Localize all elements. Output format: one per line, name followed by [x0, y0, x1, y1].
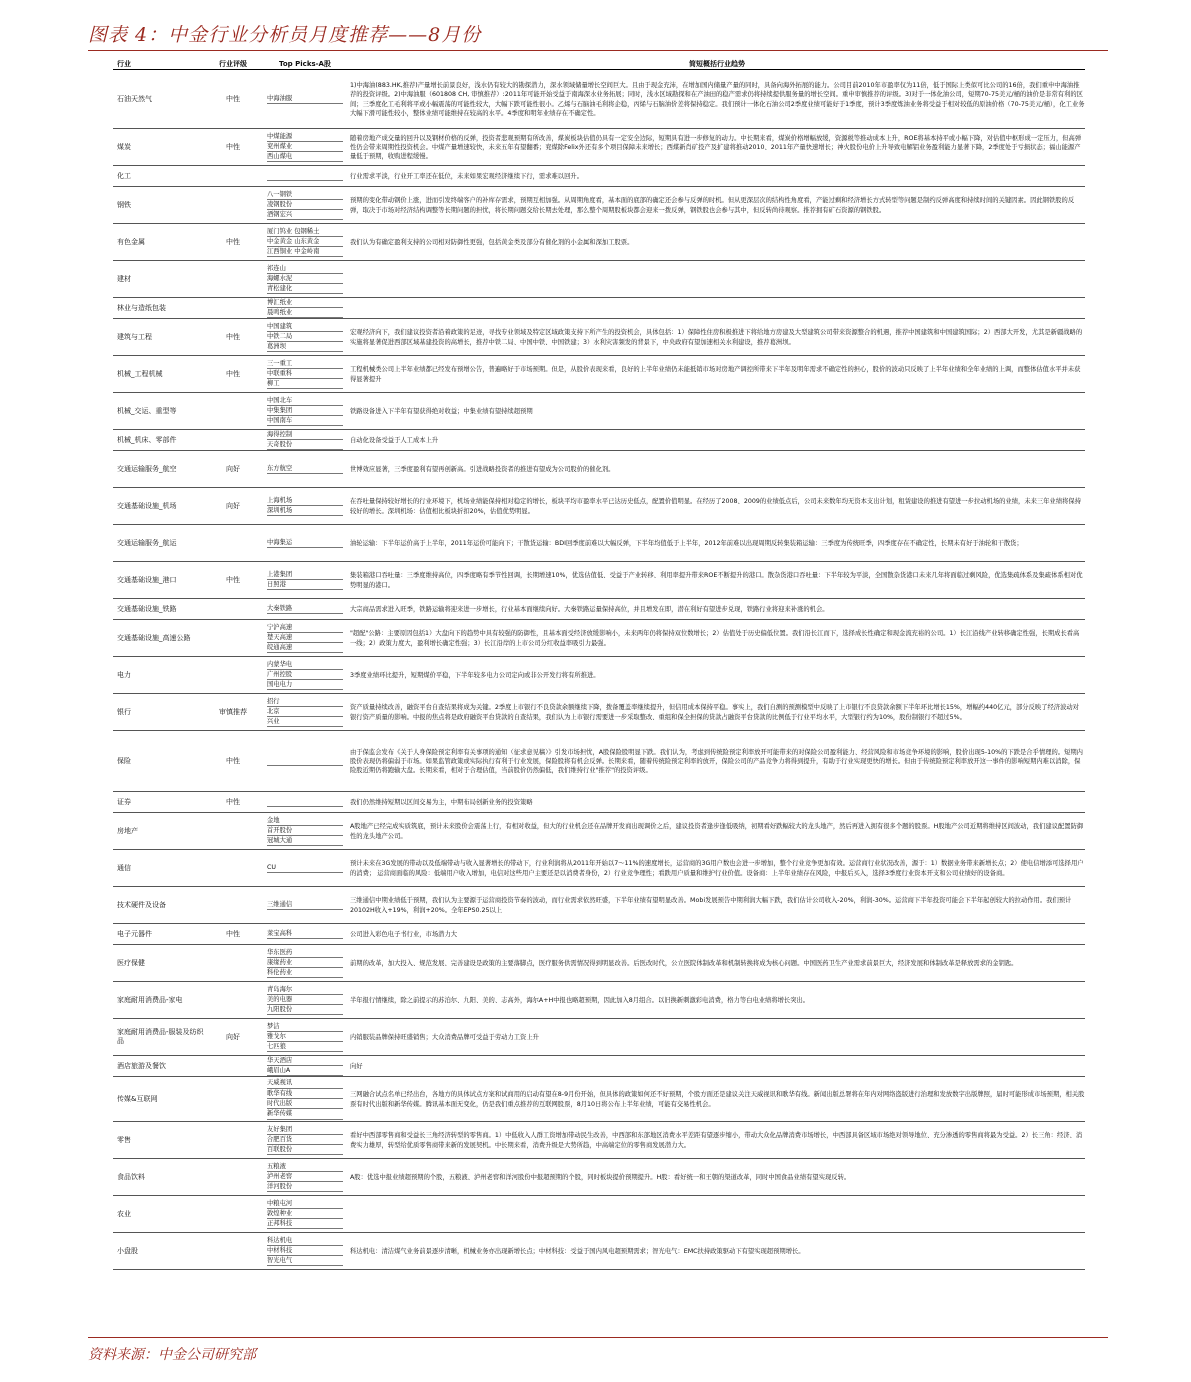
industry-cell: 传媒&互联网 — [117, 1094, 158, 1103]
table-row — [113, 70, 1085, 129]
trend-text: 科达机电：清洁煤气业务前景逐步清晰，机械业务亦出现新增长点；中材科技：受益于国内风电超预期需求；智光电气：EMC扶持政策驱动下有望实现超预期增长。 — [350, 1247, 805, 1255]
industry-cell: 交通基础设施_港口 — [117, 575, 177, 584]
stock-pick: 时代出版 — [267, 1099, 343, 1109]
stock-pick: 九阳股份 — [267, 1005, 343, 1015]
trend-text: 预计未来在3G发展的带动以及低端带动与收入显著增长的带动下，行业利润将从2011年开始以7～11%的速度增长，运营商的3G用户数也会进一步增加，整个行业竞争更加有效。运营商行业状况改善，源于：1）数据业务带来新增长点；2）使电信增添可选择用户的消费； 运营商面临的风险：低端用户收入增加，电信对这些用户主要还是以消费者身份，2）行业竞争理性；看跌用户质量和维护行业价值。设备商：上半年业绩存在风险，中报后买入，选择3季度行业资本开支和公司业绩好的设备商。 — [350, 860, 1084, 877]
picks-cell — [261, 70, 349, 128]
picks-cell — [261, 488, 349, 524]
picks-cell — [261, 187, 349, 223]
rating-cell: 审慎推荐 — [219, 708, 247, 716]
trend-text: 1)中海油(883.HK,推荐)产量增长前景良好，浅水仍有较大的勘探潜力，深水领域储量增长空间巨大。且由于现金充沛，在增加国内储量产量的同时，具备向海外拓展的能力。公司目前2010年市盈率仅为11倍，低于国际上类似可比公司的16倍，我们重申中海油推荐的投资评级。2)中海油服（601808 CH, 审慎推荐）:2011年可能开始受益于南海深水业务拓展；同时，浅水区域勘探和在产油田的稳产需求仍将持续提供服务量的增长空间。重申审慎推荐的评级。3)对于一体化油公司，短期70-75美元/桶的油价是非常有利的区间；三季度化工毛利将平或小幅震荡的可能性较大，大幅下跌可能性很小。乙烯与石脑油毛利将企稳，丙烯与石脑油价差将保持稳定。我们预计一体化石油公司2季度业绩可能好于1季度，预计3季度炼油业务将受益于相对较低的原油价格（70-75美元/桶），化工业务大幅下滑可能性较小，整体业绩可能维持在较高的水平。4季度和明年业绩存在不确定性。 — [350, 81, 1085, 117]
rating-cell — [205, 850, 261, 886]
trend-cell — [349, 1196, 1085, 1232]
table-row — [113, 451, 1085, 488]
trend-text: "超配"公路：主要原因包括1）大盘向下的趋势中具有较强的防御性，且基本面受经济放缓影响小，未来两年仍将保持双位数增长；2）估值处于历史偏低位置。我们沿长江而下，选择成长性确定和现金流充裕的公司。1）长江沿线产业转移确定性强，长期成长看高一线；2）政策力度大，盈利增长确定性强；3）长江沿岸的上市公司分红收益率吸引力最强。 — [350, 630, 1080, 647]
trend-text: 半年报行情继续，除之前提示的苏泊尔、九阳、美的、志高外，海尔A+H中报也略超预期，因此加入8月组合。以旧换新刺激彩电消费，格力等白电业绩将增长突出。 — [350, 996, 810, 1004]
rating-cell — [205, 1056, 261, 1076]
stock-pick: 科伦药业 — [267, 968, 343, 978]
header-trend: 简短概括行业趋势 — [689, 59, 745, 68]
industry-cell: 小盘股 — [117, 1246, 138, 1255]
rating-cell — [205, 393, 261, 429]
rating-cell — [205, 813, 261, 849]
stock-pick: 新华传媒 — [267, 1109, 343, 1119]
stock-pick: 柳工 — [267, 379, 343, 389]
picks-cell — [261, 1233, 349, 1269]
stock-pick: 江西铜业 中金岭南 — [267, 247, 343, 257]
table-row — [113, 319, 1085, 356]
rating-cell: 中性 — [226, 576, 240, 584]
picks-cell — [261, 657, 349, 693]
table-row — [113, 945, 1085, 982]
table-row — [113, 129, 1085, 166]
trend-cell — [349, 261, 1085, 297]
trend-cell — [349, 187, 1085, 223]
industry-cell: 林业与造纸包装 — [117, 303, 166, 312]
industry-cell: 房地产 — [117, 826, 138, 835]
stock-pick: 智光电气 — [267, 1256, 343, 1266]
table-row — [113, 1233, 1085, 1270]
picks-cell — [261, 620, 349, 656]
stock-pick: 梦洁 — [267, 1022, 343, 1032]
stock-pick: 青岛海尔 — [267, 985, 343, 995]
trend-cell — [349, 813, 1085, 849]
recommendation-table — [113, 58, 1085, 1270]
rating-cell: 向好 — [226, 465, 240, 473]
table-row — [113, 166, 1085, 187]
trend-cell — [349, 224, 1085, 260]
table-row — [113, 1122, 1085, 1159]
picks-cell — [261, 792, 349, 812]
industry-cell: 酒店旅游及餐饮 — [117, 1061, 166, 1070]
title-rule — [88, 50, 1108, 51]
stock-pick: 博汇纸业 — [267, 298, 343, 308]
rating-cell: 中性 — [226, 333, 240, 341]
table-row — [113, 731, 1085, 792]
stock-pick: 三一重工 — [267, 359, 343, 369]
stock-pick: 科达机电 — [267, 1236, 343, 1246]
picks-cell — [261, 298, 349, 318]
picks-cell — [261, 430, 349, 450]
trend-cell — [349, 1233, 1085, 1269]
trend-cell — [349, 694, 1085, 730]
stock-pick: 上海机场 — [267, 496, 343, 506]
stock-pick: 华东医药 — [267, 948, 343, 958]
trend-text: 油轮运输：下半年运价高于上半年，2011年运价可能向下；干散货运输：BDI回季度前难以大幅反弹，下半年均值低于上半年，2012年前难以出现周期反转集装箱运输：三季度为传统旺季，四季度存在不确定性，长期未有好于油轮和干散货； — [350, 539, 1023, 547]
picks-cell — [261, 356, 349, 392]
industry-cell: 医疗保健 — [117, 958, 145, 967]
stock-pick: 中海油服 — [267, 94, 343, 104]
industry-cell: 交通基础设施_铁路 — [117, 604, 177, 613]
trend-cell — [349, 451, 1085, 487]
stock-pick: 国电电力 — [267, 680, 343, 690]
stock-pick: 青松建化 — [267, 284, 343, 294]
stock-pick: 祁连山 — [267, 264, 343, 274]
trend-text: 大宗商品需求进入旺季，铁路运输将迎来进一步增长，行业基本面继续向好。大秦铁路运量保持高位，并且增发在即，潜在利好有望进步兑现，铁路行业将迎来补涨的机会。 — [350, 605, 829, 613]
stock-pick: 深圳机场 — [267, 506, 343, 516]
trend-text: 公司进入彩色电子书行业，市场潜力大 — [350, 930, 458, 938]
industry-cell: 电力 — [117, 670, 131, 679]
industry-cell: 交通运输服务_航空 — [117, 464, 177, 473]
trend-cell — [349, 356, 1085, 392]
rating-cell — [205, 298, 261, 318]
trend-text: 集装箱港口吞吐量：三季度维持高位，四季度略有季节性回调，长期增速10%，优选估值低、受益于产业转移、利用率提升带来ROE不断提升的港口。散杂货港口吞吐量：下半年较为平淡，全国散杂货港口未来几年将面临过剩风险，优选集疏体系及集疏体系相对优势明显的港口。 — [350, 572, 1083, 589]
table-row — [113, 562, 1085, 599]
trend-cell — [349, 1159, 1085, 1195]
trend-cell — [349, 599, 1085, 619]
stock-pick: 晨鸣纸业 — [267, 308, 343, 318]
table-row — [113, 599, 1085, 620]
trend-cell — [349, 129, 1085, 165]
trend-text: 铁路设备进入下半年有望获得绝对收益；中集业绩有望持续超预期 — [350, 407, 533, 415]
trend-text: 看好中西部零售商和受益长三角经济转型的零售商。1）中低收入人群工资增加带动民生改善，中西部和东部地区消费水平差距有望逐步缩小，带动大众化品牌消费市场增长，中西部具备区域市场绝对领导地位、充分渗透的零售商将最为受益。2）长三角：经济、消费实力雄厚，转型给优质零售商带来新的发展契机。中长期来看，消费升级是大势所趋，中高端定位的零售商发展潜力大。 — [350, 1132, 1083, 1149]
table-row — [113, 1196, 1085, 1233]
trend-text: 世博效应显著，三季度盈利有望再创新高。引进战略投资者的推进有望成为公司股价的催化剂。 — [350, 465, 615, 473]
picks-cell — [261, 1196, 349, 1232]
trend-text: 3季度业绩环比提升，短期煤价平稳，下半年较多电力公司定向或非公开发行将有所推进。 — [350, 671, 600, 679]
rating-cell: 中性 — [226, 930, 240, 938]
trend-text: 三网融合试点名单已经出台，各地方的具体试点方案和试商用的启动有望在8-9月份开始，但具体的政策如何还不好预期，个股方面还是建议关注天威视讯和歌华有线。新闻出版总署将在年内对网络盗版进行治理和发放数字出版牌照，届时可能形成市场预期，相关股票有时代出版和新华传媒。腾讯基本面无变化，仍是我们重点推荐的互联网股票，8月10日将公布上半年业绩，可能有交易性机会。 — [350, 1091, 1085, 1108]
rating-cell: 中性 — [226, 798, 240, 806]
rating-cell — [205, 620, 261, 656]
stock-pick: 美的电器 — [267, 995, 343, 1005]
trend-text: A股地产已经完成实质筑底，预计未来股价会震荡上行，有相对收益，但大的行业机会还在品牌开发商出现调价之后，建议投资者逢步逢低吸纳，初期看好跌幅较大的龙头地产，然后再进入拥有很多个题的股票。H股地产公司近期将维持区间波动，我们建议配置防御性的龙头地产公司。 — [350, 823, 1084, 840]
stock-pick: 兴业 — [267, 717, 343, 727]
picks-cell — [261, 599, 349, 619]
picks-cell — [261, 887, 349, 923]
stock-pick: 七匹狼 — [267, 1042, 343, 1052]
trend-cell — [349, 393, 1085, 429]
industry-cell: 石油天然气 — [117, 94, 152, 103]
stock-pick — [267, 797, 343, 807]
table-row — [113, 924, 1085, 945]
trend-cell — [349, 924, 1085, 944]
stock-pick: 友好集团 — [267, 1125, 343, 1135]
trend-cell — [349, 1019, 1085, 1055]
stock-pick: 广州控股 — [267, 670, 343, 680]
trend-cell — [349, 792, 1085, 812]
trend-text: 前期的改革，加大投入、规范发展、完善建设是政策的主要落脚点，医疗服务供需情况得到明显改善。后医改时代，公立医院体制改革和机制转换将成为核心问题。中国医药卫生产业需求前景巨大，经济发展和体制改革是释放需求的金钥匙。 — [350, 959, 1018, 967]
stock-pick: 正邦科技 — [267, 1219, 343, 1229]
rating-cell — [205, 187, 261, 223]
trend-text: 自动化设备受益于人工成本上升 — [350, 436, 439, 444]
industry-cell: 钢铁 — [117, 200, 131, 209]
picks-cell — [261, 731, 349, 791]
stock-pick: 皖通高速 — [267, 643, 343, 653]
stock-pick: 敦煌种业 — [267, 1209, 343, 1219]
header-industry: 行业 — [117, 59, 131, 68]
picks-cell — [261, 813, 349, 849]
trend-cell — [349, 298, 1085, 318]
rating-cell — [205, 887, 261, 923]
picks-cell — [261, 924, 349, 944]
table-row — [113, 488, 1085, 525]
trend-cell — [349, 319, 1085, 355]
stock-pick: CU — [267, 863, 343, 873]
table-row — [113, 298, 1085, 319]
picks-cell — [261, 1122, 349, 1158]
table-row — [113, 261, 1085, 298]
table-body — [113, 70, 1085, 1270]
stock-pick: 上港集团 — [267, 570, 343, 580]
stock-pick: 内蒙华电 — [267, 660, 343, 670]
stock-pick: 华天酒店 — [267, 1056, 343, 1066]
table-row — [113, 694, 1085, 731]
stock-pick: 中材科技 — [267, 1246, 343, 1256]
trend-cell — [349, 982, 1085, 1018]
trend-text: 资产质量持续改善，融资平台自查结果将成为关键。2季度上市银行不良贷款余额继续下降，拨备覆盖率继续提升，但信用成本保持平稳。事实上，我们自测的预测模型中反映了上市银行不良贷款余额下半年环比增长15%，增幅约440亿元，部分反映了经济波动对银行资产质量的影响。中报的焦点将是政府融资平台贷款的自查结果，我们认为上市银行需要进一步采取整改、重组和保全担保的贷款占融资平台贷款的比例低于行业平均水平，大型银行约为10%，股份制银行不超过5%。 — [350, 704, 1079, 721]
stock-pick: 康缘药业 — [267, 958, 343, 968]
picks-cell — [261, 525, 349, 561]
stock-pick: 中煤能源 — [267, 132, 343, 142]
stock-pick: 中国南车 — [267, 416, 343, 426]
stock-pick: 八一钢铁 — [267, 190, 343, 200]
table-row — [113, 887, 1085, 924]
header-rating: 行业评级 — [219, 59, 247, 68]
picks-cell — [261, 393, 349, 429]
table-row — [113, 1159, 1085, 1196]
trend-text: A股：优选中报业绩超预期的个股，五粮液、泸州老窖和洋河股份中报超预期的个股，同时板块提价预期提升。H股：看好统一和王朝的渠道改革，同时中国食品业绩有望实现反转。 — [350, 1173, 851, 1181]
table-row — [113, 430, 1085, 451]
stock-pick: 三维通信 — [267, 900, 343, 910]
rating-cell — [205, 166, 261, 186]
industry-cell: 有色金属 — [117, 237, 145, 246]
picks-cell — [261, 562, 349, 598]
rating-cell — [205, 525, 261, 561]
table-row — [113, 982, 1085, 1019]
industry-cell: 农业 — [117, 1209, 131, 1218]
rating-cell — [205, 657, 261, 693]
industry-cell: 机械_机床、零部件 — [117, 435, 177, 444]
rating-cell: 中性 — [226, 143, 240, 151]
stock-pick: 歌华有线 — [267, 1089, 343, 1099]
table-row — [113, 792, 1085, 813]
stock-pick: 冠城大通 — [267, 836, 343, 846]
rating-cell — [205, 1233, 261, 1269]
stock-pick: 首开股份 — [267, 826, 343, 836]
picks-cell — [261, 1159, 349, 1195]
industry-cell: 保险 — [117, 756, 131, 765]
rating-cell: 向好 — [226, 1033, 240, 1041]
table-row — [113, 1056, 1085, 1077]
stock-pick: 天威视讯 — [267, 1078, 343, 1088]
stock-pick: 宁沪高速 — [267, 623, 343, 633]
rating-cell — [205, 982, 261, 1018]
stock-pick: 百联股份 — [267, 1145, 343, 1155]
stock-pick: 海得控制 — [267, 430, 343, 440]
picks-cell — [261, 129, 349, 165]
trend-cell — [349, 525, 1085, 561]
stock-pick: 海螺水泥 — [267, 274, 343, 284]
stock-pick: 泸州老窖 — [267, 1172, 343, 1182]
stock-pick: 中国建筑 — [267, 322, 343, 332]
stock-pick: 兖州煤业 — [267, 142, 343, 152]
rating-cell — [205, 599, 261, 619]
industry-cell: 食品饮料 — [117, 1172, 145, 1181]
industry-cell: 煤炭 — [117, 142, 131, 151]
picks-cell — [261, 694, 349, 730]
rating-cell: 中性 — [226, 95, 240, 103]
industry-cell: 电子元器件 — [117, 929, 152, 938]
trend-cell — [349, 731, 1085, 791]
rating-cell: 中性 — [226, 757, 240, 765]
industry-cell: 证券 — [117, 797, 131, 806]
stock-pick: 酒钢宏兴 — [267, 210, 343, 220]
rating-cell — [205, 1196, 261, 1232]
stock-pick — [267, 756, 343, 766]
trend-cell — [349, 1056, 1085, 1076]
picks-cell — [261, 166, 349, 186]
trend-cell — [349, 430, 1085, 450]
picks-cell — [261, 1056, 349, 1076]
trend-text: 行业需求平淡，行业开工率还在低位，未来如果宏观经济继续下行，需求难以回升。 — [350, 172, 583, 180]
trend-text: 三维通信中期业绩低于预期，我们认为主要源于运营商投资节奏的波动，而行业需求依然旺盛，下半年业绩有望明显改善。Mobi发展预告中期利润大幅下跌，我们估计公司收入-20%，利润-30%。运营商下半年投资可能会下半年起创较大的拉动作用。我们预计20102H收入+19%，利润+20%。全年EPS0.25以上 — [350, 897, 1072, 914]
trend-text: 工程机械类公司上半年业绩都已经发布预增公告，普遍略好于市场预期。但是，从股价表现来看，良好的上半年业绩仍未能抵销市场对房地产调控所带来下半年及明年需求不确定性的担心，股价的波动只反映了上半年业绩和全年业绩的上调，而整体估值水平并未获得显著提升 — [350, 366, 1081, 383]
trend-text: 宏观经济向下，我们建议投资者沿着政策的足迹，寻找专业领域及特定区域政策支持下所产生的投资机会，具体包括：1）保障性住房积极推进下将给地方房建及大型建筑公司带来资源整合的机遇，推荐中国建筑和中国建筑国际；2）西部大开发，尤其是新疆战略的实施将显著促进西部区域基建投资的高增长，推荐中铁二局、中国中铁、中国铁建；3）水利灾害频发的背景下，中央政府有望加速相关水利建设，推荐葛洲坝。 — [350, 329, 1083, 346]
report-title: 图表 4：中金行业分析员月度推荐——8月份 — [88, 24, 482, 46]
trend-cell — [349, 1122, 1085, 1158]
trend-cell — [349, 70, 1085, 128]
stock-pick: 厦门钨业 包钢稀土 — [267, 227, 343, 237]
trend-cell — [349, 166, 1085, 186]
stock-pick: 中粮屯河 — [267, 1199, 343, 1209]
stock-pick: 天奇股份 — [267, 440, 343, 450]
stock-pick: 雅戈尔 — [267, 1032, 343, 1042]
industry-cell: 机械_交运、重型等 — [117, 406, 177, 415]
stock-pick: 中海集运 — [267, 538, 343, 548]
rating-cell — [205, 1122, 261, 1158]
rating-cell — [205, 430, 261, 450]
stock-pick: 招行 — [267, 697, 343, 707]
table-row — [113, 813, 1085, 850]
trend-cell — [349, 945, 1085, 981]
trend-text: 在吞吐量保持较好增长的行业环境下，机场业绩能保持相对稳定的增长，板块平均市盈率水平已达历史低点，配置价值明显。在经历了2008、2009的业绩低点后，公司未来数年均无资本支出计划，租赁建设的推进有望进一步拉动机场的业绩，未来三年业绩将保持较好的增长。深圳机场：估值相比板块折扣20%，估值优势明显。 — [350, 498, 1082, 515]
table-header — [113, 58, 1085, 70]
stock-pick: 莱宝高科 — [267, 929, 343, 939]
stock-pick: 日照港 — [267, 580, 343, 590]
industry-cell: 家庭耐用消费品-家电 — [117, 995, 183, 1004]
rating-cell — [205, 1077, 261, 1121]
picks-cell — [261, 1019, 349, 1055]
table-row — [113, 1077, 1085, 1122]
stock-pick: 中铁二局 — [267, 332, 343, 342]
table-row — [113, 187, 1085, 224]
industry-cell: 交通运输服务_航运 — [117, 538, 177, 547]
source-note: 资料来源：中金公司研究部 — [88, 1347, 256, 1363]
stock-pick: 中联重科 — [267, 369, 343, 379]
picks-cell — [261, 451, 349, 487]
trend-cell — [349, 562, 1085, 598]
picks-cell — [261, 319, 349, 355]
industry-cell: 家庭耐用消费品-服装及纺织品 — [117, 1028, 204, 1045]
stock-pick: 五粮液 — [267, 1162, 343, 1172]
picks-cell — [261, 261, 349, 297]
table-row — [113, 1019, 1085, 1056]
picks-cell — [261, 945, 349, 981]
rating-cell — [205, 1159, 261, 1195]
stock-pick — [267, 171, 343, 181]
stock-pick: 中集集团 — [267, 406, 343, 416]
trend-text: 随着房地产成交量的回升以及钢材价格的反弹，投资者悲观预期有所改善，煤炭板块估值仍具有一定安全边际，短期具有进一步修复的动力。中长期来看，煤炭价格增幅放缓，资源税等推动成本上升，ROE将基本持平或小幅下降，对估值中枢形成一定压力，但高弹性仍会带来周期性投资机会。中煤产量增速较快，未来五年有望翻番；兖煤除Felix外还有多个项目保障未来增长；西煤新肖矿投产及扩建将推动2010、2011年产量快速增长；神火股份电价上升导致电解铝业务盈利能力显著下降，2季度处于亏损状态；福山能源产量低于预期，收购进程缓慢。 — [350, 134, 1082, 161]
stock-pick: 大秦铁路 — [267, 604, 343, 614]
rating-cell: 中性 — [226, 370, 240, 378]
industry-cell: 机械_工程机械 — [117, 369, 163, 378]
table-row — [113, 657, 1085, 694]
industry-cell: 化工 — [117, 171, 131, 180]
picks-cell — [261, 982, 349, 1018]
trend-cell — [349, 850, 1085, 886]
stock-pick: 北京 — [267, 707, 343, 717]
industry-cell: 通信 — [117, 863, 131, 872]
industry-cell: 技术硬件及设备 — [117, 900, 166, 909]
stock-pick: 楚天高速 — [267, 633, 343, 643]
trend-cell — [349, 887, 1085, 923]
table-row — [113, 224, 1085, 261]
trend-text: 预期的变化带动钢价上涨，进而引发终端客户的补库存需求，预期互相加强。从周期角度看，基本面的底部的确定还会参与反弹的时机。但从更深层次的结构性角度看，产能过剩和经济增长方式转型等问题是制约反弹高度和持续时间的关键因素。因此钢铁股的反弹，取决于市场对经济结构调整等长期问题的担忧，将长期问题交给长期去处理，那么整个周期股板块都会迎来一拨反弹，钢铁股也会参与其中，但反转尚待观察。推荐拥有矿石资源的钢铁股。 — [350, 197, 1075, 214]
stock-pick: 合肥百货 — [267, 1135, 343, 1145]
industry-cell: 零售 — [117, 1135, 131, 1144]
trend-cell — [349, 620, 1085, 656]
rating-cell: 中性 — [226, 238, 240, 246]
stock-pick: 西山煤电 — [267, 152, 343, 162]
industry-cell: 银行 — [117, 707, 131, 716]
industry-cell: 交通基础设施_机场 — [117, 501, 177, 510]
rating-cell — [205, 261, 261, 297]
stock-pick: 东方航空 — [267, 464, 343, 474]
stock-pick: 金地 — [267, 816, 343, 826]
industry-cell: 建筑与工程 — [117, 332, 152, 341]
trend-cell — [349, 1077, 1085, 1121]
trend-text: 内销服装品牌保持旺盛销售；大众消费品牌可受益于劳动力工资上升 — [350, 1033, 539, 1041]
table-row — [113, 620, 1085, 657]
stock-pick: 峨眉山A — [267, 1066, 343, 1076]
stock-pick: 葛洲坝 — [267, 342, 343, 352]
stock-pick: 洋河股份 — [267, 1182, 343, 1192]
picks-cell — [261, 224, 349, 260]
stock-pick: 中金黄金 山东黄金 — [267, 237, 343, 247]
trend-text: 向好 — [350, 1062, 363, 1070]
industry-cell: 建材 — [117, 274, 131, 283]
picks-cell — [261, 850, 349, 886]
picks-cell — [261, 1077, 349, 1121]
stock-pick: 凌钢股份 — [267, 200, 343, 210]
trend-cell — [349, 488, 1085, 524]
table-row — [113, 850, 1085, 887]
trend-text: 由于保监会发布《关于人身保险预定利率有关事项的通知（征求意见稿）》引发市场担忧，A股保险股明显下跌。我们认为，考虑到传统险预定利率放开可能带来的对保险公司盈利能力、经营风险和市场竞争环境的影响，股价出现5-10%的下跌是合乎情理的。短期内股价表现仍将偏弱于市场。如果监管政策或实际执行有利于行业发展，保险股将有机会反弹。长期来看，随着传统险预定利率的放开，保险公司的产品竞争力将得到提升，有助于行业实现更快的增长。但由于传统险预定利率放开这一事件的影响短期内难以消除，保险股近期仍将跑输大盘。长期来看，相对于合理估值，当前股价仍然偏低，我们维持行业"推荐"的投资评级。 — [350, 748, 1083, 775]
footer-rule — [88, 1337, 1108, 1338]
trend-text: 我们仍然维持短期以区间交易为主，中期布局创新业务的投资策略 — [350, 798, 533, 806]
trend-cell — [349, 657, 1085, 693]
industry-cell: 交通基础设施_高速公路 — [117, 633, 191, 642]
table-row — [113, 393, 1085, 430]
rating-cell — [205, 945, 261, 981]
stock-pick: 中国北车 — [267, 396, 343, 406]
table-row — [113, 525, 1085, 562]
table-row — [113, 356, 1085, 393]
header-picks: Top Picks-A股 — [279, 59, 331, 68]
rating-cell: 向好 — [226, 502, 240, 510]
trend-text: 我们认为有确定盈利支持的公司相对防御性更强，包括黄金类及部分有催化剂的小金属和深加工股票。 — [350, 238, 634, 246]
